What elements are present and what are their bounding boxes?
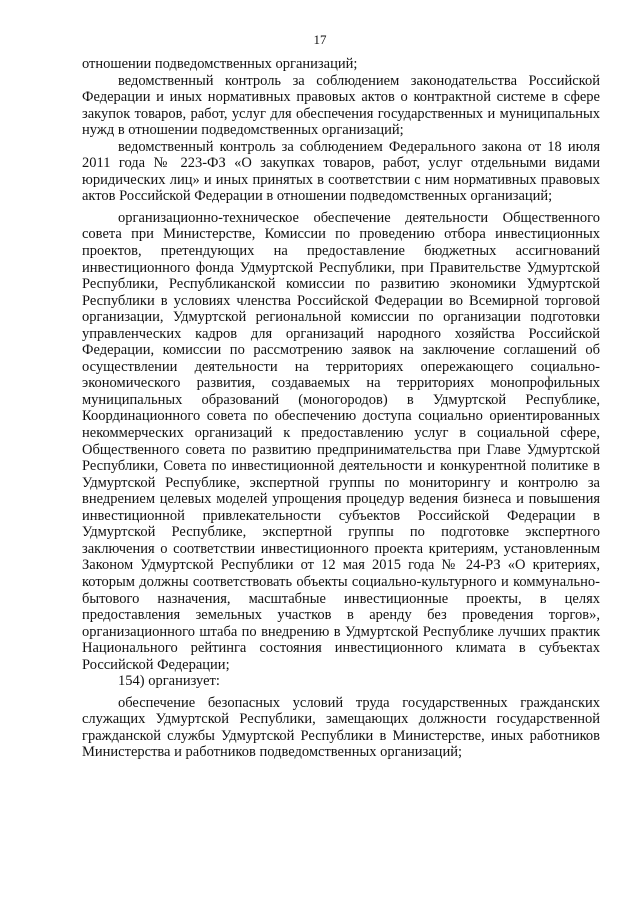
paragraph-organizational-support: организационно-техническое обеспечение деятельности Общественного совета при Министерстве, Комиссии по проведению отбора инвестиционных проектов, претендующих на предоставление бюджетных ассигнований инвестиционного фонда Удмуртской Республики, при Правительстве Удмуртской Республики, Республиканской комиссии по развитию экономики Удмуртской Республики в условиях членства Российской Федерации во Всемирной торговой организации, Удмуртской региональной комиссии по организации подготовки управленческих кадров для организаций народного хозяйства Российской Федерации, комиссии по рассмотрению заявок на заключение соглашений об осуществлении деятельности на территориях опережающего социально-экономического развития, создаваемых на территориях монопрофильных муниципальных образований (моногородов) в Удмуртской Республике, Координационного совета по обеспечению доступа социально ориентированных некоммерческих организаций к предоставлению услуг в социальной сфере, Общественного совета по развитию предпринимательства при Главе Удмуртской Республики, Совета по инвестиционной деятельности и конкурентной политике в Удмуртской Республике, экспертной группы по мониторингу и контролю за внедрением целевых моделей упрощения процедур ведения бизнеса и повышения инвестиционной привлекательности субъектов Российской Федерации в Удмуртской Республике, экспертной группы по подготовке экспертного заключения о соответствии инвестиционного проекта критериям, установленным Законом Удмуртской Республики от 12 мая 2015 года № 24-РЗ «О критериях, которым должны соответствовать объекты социально-культурного и коммунально-бытового назначения, масштабные инвестиционные проекты, в целях предоставления земельных участков в аренду без проведения торгов», организационного штаба по внедрению в Удмуртской Республике лучших практик Национального рейтинга состояния инвестиционного климата в субъектах Российской Федерации;	[82, 209, 600, 673]
paragraph-223-fz-control: ведомственный контроль за соблюдением Федерального закона от 18 июля 2011 года № 223-ФЗ «О закупках товаров, работ, услуг отдельными видами юридических лиц» и иных принятых в соответствии с ним нормативных правовых актов Российской Федерации в отношении подведомственных организаций;	[82, 138, 600, 205]
paragraph-item-154: 154) организует:	[118, 673, 220, 690]
page-number: 17	[313, 32, 327, 47]
document-body	[82, 56, 600, 761]
paragraph-continuation: отношении подведомственных организаций;	[82, 56, 358, 72]
paragraph-contract-system-control: ведомственный контроль за соблюдением законодательства Российской Федерации и иных нормативных правовых актов о контрактной системе в сфере закупок товаров, работ, услуг для обеспечения государственных и муниципальных нужд в отношении подведомственных организаций;	[82, 72, 600, 139]
paragraph-labor-safety: обеспечение безопасных условий труда государственных гражданских служащих Удмуртской Республики, замещающих должности государственной гражданской службы Удмуртской Республики в Министерстве, иных работников Министерства и работников подведомственных организаций;	[82, 694, 600, 761]
